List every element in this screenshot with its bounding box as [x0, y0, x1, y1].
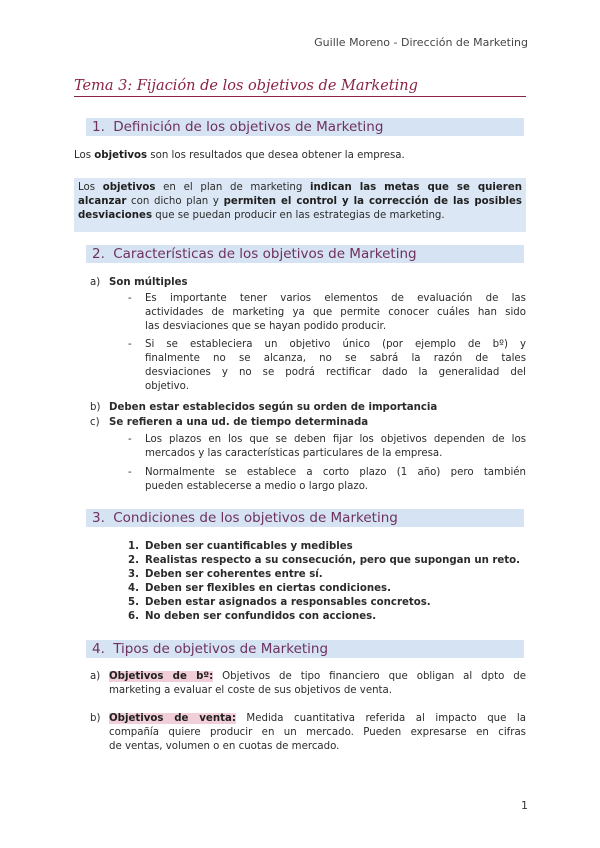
dash: -: [128, 434, 132, 445]
list-text: Realistas respecto a su consecución, pero que supongan un reto.: [145, 555, 521, 566]
intro-rest: son los resultados que desea obtener la empresa.: [147, 150, 405, 161]
list-item: [128, 540, 520, 554]
document-title: Tema 3: Fijación de los objetivos de Marketing: [74, 78, 526, 97]
list-number: 2.: [128, 555, 139, 566]
definition-intro: [74, 149, 405, 163]
type-b-body: [109, 712, 526, 754]
list-item: [128, 568, 520, 582]
list-item: [128, 610, 520, 624]
bullet-line: desviaciones y no se podrá rectificar dado la generalidad del: [145, 367, 526, 378]
callout-line-2: [78, 195, 522, 209]
bullet-line: Si se estableciera un objetivo único (por ejemplo de bº) y: [145, 339, 526, 350]
section-heading-2: [86, 245, 524, 263]
item-c-label: c): [90, 417, 100, 428]
type-a-label: a): [90, 671, 101, 682]
item-a-label: a): [90, 277, 101, 288]
list-text: Deben ser flexibles en ciertas condiciones.: [145, 583, 391, 594]
page-number: 1: [521, 799, 528, 812]
bullet-a1: [145, 292, 526, 334]
list-text: Deben ser cuantificables y medibles: [145, 541, 353, 552]
list-number: 1.: [128, 541, 139, 552]
type-a-text: Objetivos de tipo financiero que obligan al dpto de: [213, 671, 526, 682]
list-number: 6.: [128, 611, 139, 622]
item-b-label: b): [90, 402, 101, 413]
bullet-line: Los plazos en los que se deben fijar los objetivos dependen de los: [145, 434, 526, 445]
callout-bold: alcanzar: [78, 196, 127, 207]
type-b-line-3: de ventas, volumen o en cuotas de mercado.: [109, 741, 340, 752]
type-b-label: b): [90, 713, 101, 724]
list-item: [128, 596, 520, 610]
type-b-line-1: [109, 712, 526, 726]
callout-line-3: [78, 209, 522, 223]
bullet-line: las desviaciones que se hayan podido producir.: [145, 321, 387, 332]
callout-text: en el plan de marketing: [155, 182, 311, 193]
type-a-line-2: marketing a evaluar el coste de sus objetivos de venta.: [109, 685, 393, 696]
callout-bold: indican las metas que se quieren: [310, 182, 522, 193]
conditions-list: [128, 540, 520, 624]
type-a-line-1: [109, 670, 526, 684]
callout-bold: objetivos: [102, 182, 156, 193]
bullet-a2: [145, 338, 526, 394]
bullet-line: Es importante tener varios elementos de evaluación de las: [145, 293, 526, 304]
list-text: No deben ser confundidos con acciones.: [145, 611, 377, 622]
section-title: Características de los objetivos de Marketing: [113, 246, 417, 262]
section-number: 4.: [92, 641, 105, 657]
list-number: 3.: [128, 569, 139, 580]
item-b-title: Deben estar establecidos según su orden de importancia: [109, 402, 438, 413]
callout-bold: desviaciones: [78, 210, 153, 221]
bullet-line: finalmente no se alcanza, no se sabrá la razón de tales: [145, 353, 526, 364]
list-item: [128, 582, 520, 596]
type-b-text: Medida cuantitativa referida al impacto que la: [235, 713, 526, 724]
type-a-body: [109, 670, 526, 698]
bullet-line: objetivo.: [145, 381, 189, 392]
callout-text: Los: [78, 182, 103, 193]
section-heading-4: [86, 640, 524, 658]
dash: -: [128, 293, 132, 304]
type-b-line-2: compañía quiere producir en un mercado. Pueden expresarse en cifras: [109, 727, 526, 738]
dash: -: [128, 339, 132, 350]
list-number: 4.: [128, 583, 139, 594]
section-number: 1.: [92, 119, 105, 135]
section-title: Definición de los objetivos de Marketing: [113, 119, 384, 135]
section-title: Tipos de objetivos de Marketing: [113, 641, 329, 657]
bullet-line: mercados y las características particulares de la empresa.: [145, 448, 443, 459]
bullet-c2: [145, 466, 526, 494]
list-text: Deben ser coherentes entre sí.: [145, 569, 323, 580]
bullet-line: Normalmente se establece a corto plazo (1 año) pero también: [145, 467, 526, 478]
highlight-term: Objetivos de bº:: [109, 671, 214, 682]
section-number: 2.: [92, 246, 105, 262]
page-header: Guille Moreno - Dirección de Marketing: [314, 36, 528, 49]
definition-callout: [74, 178, 526, 232]
intro-bold: objetivos: [94, 150, 148, 161]
list-number: 5.: [128, 597, 139, 608]
bullet-line: pueden establecerse a medio o largo plazo.: [145, 481, 368, 492]
section-heading-1: [86, 118, 524, 136]
callout-text: con dicho plan y: [126, 196, 224, 207]
section-number: 3.: [92, 510, 105, 526]
list-item: [128, 554, 520, 568]
callout-text: que se puedan producir en las estrategias de marketing.: [152, 210, 445, 221]
section-heading-3: [86, 509, 524, 527]
highlight-term: Objetivos de venta:: [109, 713, 236, 724]
bullet-c1: [145, 433, 526, 461]
callout-line-1: [78, 181, 522, 195]
callout-bold: permiten el control y la corrección de las posibles: [223, 196, 522, 207]
section-title: Condiciones de los objetivos de Marketing: [113, 510, 398, 526]
bullet-line: actividades de marketing ya que permite conocer cuáles han sido: [145, 307, 526, 318]
item-a-title: Son múltiples: [109, 277, 188, 288]
dash: -: [128, 467, 132, 478]
intro-prefix: Los: [74, 150, 95, 161]
item-c-title: Se refieren a una ud. de tiempo determinada: [109, 417, 369, 428]
list-text: Deben estar asignados a responsables concretos.: [145, 597, 431, 608]
